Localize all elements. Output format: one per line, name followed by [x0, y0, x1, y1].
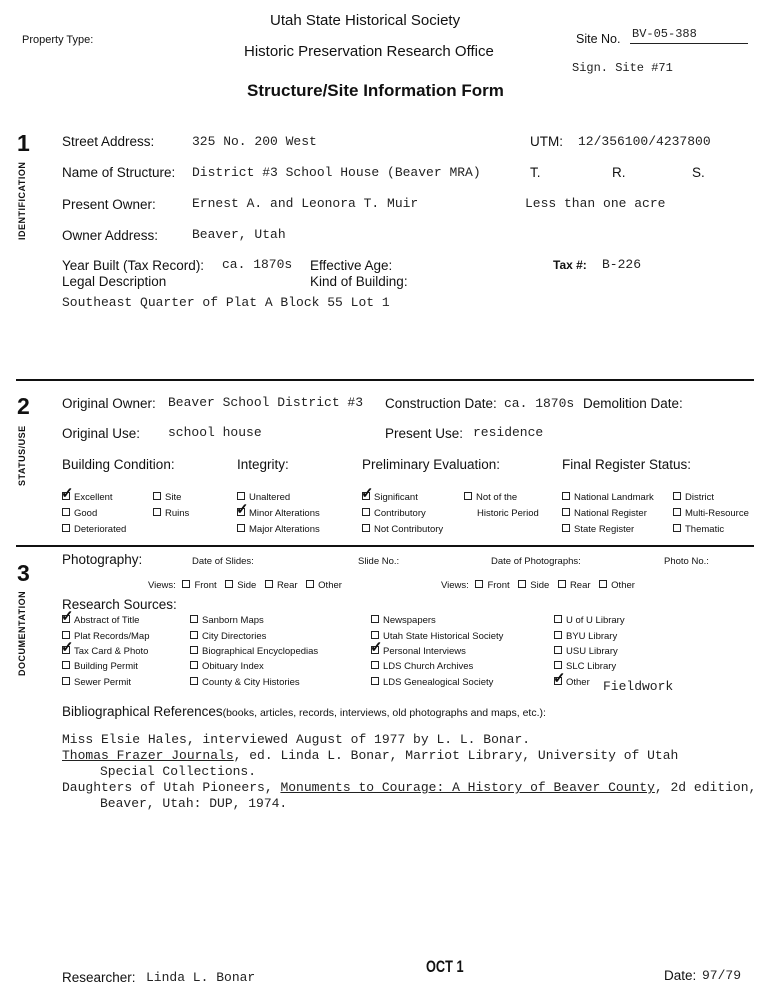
int-major-checkbox[interactable]	[237, 524, 320, 535]
society-name: Utah State Historical Society	[270, 12, 461, 29]
photography-label: Photography:	[62, 552, 143, 567]
section-divider-1	[16, 379, 754, 381]
rs-tax-checkbox[interactable]	[62, 646, 148, 657]
tax-label: Tax #:	[553, 258, 587, 272]
checkbox-icon	[673, 524, 681, 532]
rs-lds-archives-label: LDS Church Archives	[383, 661, 474, 672]
checkbox-icon	[153, 492, 161, 500]
checkbox-icon	[62, 524, 70, 532]
rs-uofu-label: U of U Library	[566, 615, 625, 626]
eval-not-of-period-checkbox[interactable]	[464, 492, 517, 503]
rs-abstract-label: Abstract of Title	[74, 615, 140, 626]
cond-ruins-checkbox[interactable]	[153, 508, 189, 519]
checkbox-icon	[190, 615, 198, 623]
rs-usu-checkbox[interactable]	[554, 646, 618, 657]
reg-national-landmark-label: National Landmark	[574, 492, 654, 503]
int-minor-label: Minor Alterations	[249, 508, 320, 519]
construction-date-value: ca. 1870s	[504, 396, 575, 411]
date-of-slides-label: Date of Slides:	[192, 556, 254, 567]
checkbox-checked-icon	[62, 646, 70, 654]
eval-contributory-checkbox[interactable]	[362, 508, 426, 519]
rs-city-dir-checkbox[interactable]	[190, 631, 266, 642]
checkbox-icon	[237, 524, 245, 532]
cond-ruins-label: Ruins	[165, 508, 190, 519]
building-condition-label: Building Condition:	[62, 457, 175, 472]
checkbox-icon	[554, 631, 562, 639]
kind-of-building-label: Kind of Building:	[310, 274, 408, 289]
township-label: T.	[530, 165, 541, 180]
rs-county-label: County & City Histories	[202, 677, 300, 688]
checkbox-checked-icon	[62, 492, 70, 500]
acreage-value: Less than one acre	[525, 196, 666, 211]
rs-plat-label: Plat Records/Map	[74, 631, 150, 642]
rs-usu-label: USU Library	[566, 646, 618, 657]
biblio-ref-3	[62, 780, 756, 795]
rs-obit-label: Obituary Index	[202, 661, 264, 672]
section-1-number: 1	[17, 130, 30, 156]
checkbox-icon	[62, 508, 70, 516]
rs-sewer-label: Sewer Permit	[74, 677, 132, 688]
researcher-value: Linda L. Bonar	[146, 970, 256, 985]
original-use-value: school house	[168, 425, 262, 440]
rs-sanborn-label: Sanborn Maps	[202, 615, 264, 626]
legal-description-label: Legal Description	[62, 274, 167, 289]
checkbox-icon	[464, 492, 472, 500]
checkbox-icon[interactable]	[518, 580, 526, 588]
rs-building-label: Building Permit	[74, 661, 138, 672]
view-other-label: Other	[611, 580, 635, 591]
final-register-label: Final Register Status:	[562, 457, 692, 472]
utm-value: 12/356100/4237800	[578, 134, 711, 149]
legal-description-value: Southeast Quarter of Plat A Block 55 Lot 1	[62, 295, 390, 310]
rs-sanborn-checkbox[interactable]	[190, 615, 264, 626]
ref-3-title: Monuments to Courage: A History of Beaver County	[280, 780, 655, 795]
slides-views	[148, 580, 342, 591]
checkbox-icon[interactable]	[306, 580, 314, 588]
checkbox-icon	[371, 677, 379, 685]
biblio-ref-3-cont: Beaver, Utah: DUP, 1974.	[100, 796, 288, 811]
view-side-label: Side	[530, 580, 550, 591]
rs-other-label: Other	[566, 677, 590, 688]
section-2-number: 2	[17, 393, 30, 419]
int-major-label: Major Alterations	[249, 524, 320, 535]
checkbox-icon[interactable]	[599, 580, 607, 588]
reg-thematic-checkbox[interactable]	[673, 524, 724, 535]
construction-date-label: Construction Date:	[385, 396, 497, 411]
checkbox-icon[interactable]	[265, 580, 273, 588]
site-no-value: BV-05-388	[632, 27, 697, 41]
checkbox-icon[interactable]	[182, 580, 190, 588]
checkbox-icon	[673, 508, 681, 516]
eval-significant-label: Significant	[374, 492, 418, 503]
rs-slc-label: SLC Library	[566, 661, 617, 672]
rs-building-checkbox[interactable]	[62, 661, 138, 672]
int-unaltered-label: Unaltered	[249, 492, 291, 503]
checkbox-icon	[554, 615, 562, 623]
checkbox-icon	[190, 646, 198, 654]
rs-other-value: Fieldwork	[603, 679, 674, 694]
photo-views	[441, 580, 635, 591]
checkbox-icon[interactable]	[558, 580, 566, 588]
reg-multi-resource-checkbox[interactable]	[673, 508, 749, 519]
year-built-value: ca. 1870s	[222, 257, 293, 272]
reg-national-register-label: National Register	[574, 508, 647, 519]
reg-thematic-label: Thematic	[685, 524, 725, 535]
owner-address-value: Beaver, Utah	[192, 227, 286, 242]
rs-byu-label: BYU Library	[566, 631, 618, 642]
checkbox-checked-icon	[62, 615, 70, 623]
original-owner-label: Original Owner:	[62, 396, 156, 411]
received-stamp: OCT 1	[426, 957, 464, 976]
research-sources-label: Research Sources:	[62, 597, 177, 612]
cond-deteriorated-checkbox[interactable]	[62, 524, 126, 535]
eval-not-of-the-label: Not of the	[476, 492, 518, 503]
rs-abstract-checkbox[interactable]	[62, 615, 139, 626]
reg-district-checkbox[interactable]	[673, 492, 714, 503]
rs-newspapers-checkbox[interactable]	[371, 615, 436, 626]
view-front-label: Front	[487, 580, 510, 591]
checkbox-icon	[62, 677, 70, 685]
biblio-ref-2-cont: Special Collections.	[100, 764, 257, 779]
reg-national-landmark-checkbox[interactable]	[562, 492, 654, 503]
ref-2-title: Thomas Frazer Journals	[62, 748, 234, 763]
rs-ushs-label: Utah State Historical Society	[383, 631, 504, 642]
preliminary-evaluation-label: Preliminary Evaluation:	[362, 457, 501, 472]
street-address-label: Street Address:	[62, 134, 155, 149]
int-minor-checkbox[interactable]	[237, 508, 320, 519]
checkbox-icon	[362, 524, 370, 532]
views-label: Views:	[441, 580, 469, 591]
present-use-label: Present Use:	[385, 426, 464, 441]
checkbox-icon	[673, 492, 681, 500]
section-3-number: 3	[17, 560, 30, 586]
section-2-side-label: STATUS/USE	[17, 425, 27, 486]
rs-obit-checkbox[interactable]	[190, 661, 264, 672]
view-other-label: Other	[318, 580, 342, 591]
rs-bio-label: Biographical Encyclopedias	[202, 646, 319, 657]
cond-excellent-label: Excellent	[74, 492, 113, 503]
eval-significant-checkbox[interactable]	[362, 492, 418, 503]
checkbox-icon	[562, 524, 570, 532]
biblio-heading	[62, 703, 546, 721]
checkbox-icon	[562, 508, 570, 516]
researcher-label: Researcher:	[62, 970, 136, 985]
checkbox-icon[interactable]	[225, 580, 233, 588]
property-type-label: Property Type:	[22, 34, 94, 46]
form-title: Structure/Site Information Form	[247, 81, 504, 100]
reg-multi-resource-label: Multi-Resource	[685, 508, 749, 519]
street-address-value: 325 No. 200 West	[192, 134, 317, 149]
reg-state-register-label: State Register	[574, 524, 635, 535]
view-side-label: Side	[237, 580, 257, 591]
reg-district-label: District	[685, 492, 715, 503]
rs-other-checkbox[interactable]	[554, 677, 590, 688]
checkbox-icon	[371, 661, 379, 669]
slide-no-label: Slide No.:	[358, 556, 400, 567]
checkbox-icon[interactable]	[475, 580, 483, 588]
rs-city-dir-label: City Directories	[202, 631, 267, 642]
checkbox-checked-icon	[237, 508, 245, 516]
biblio-hint: (books, articles, records, interviews, old photographs and maps, etc.):	[222, 707, 546, 719]
rs-tax-label: Tax Card & Photo	[74, 646, 149, 657]
cond-deteriorated-label: Deteriorated	[74, 524, 127, 535]
checkbox-icon	[190, 677, 198, 685]
checkbox-icon	[371, 615, 379, 623]
section-label: S.	[692, 165, 705, 180]
present-owner-label: Present Owner:	[62, 197, 156, 212]
tax-value: B-226	[602, 257, 642, 272]
checkbox-icon	[190, 661, 198, 669]
cond-good-checkbox[interactable]	[62, 508, 97, 519]
rs-personal-checkbox[interactable]	[371, 646, 466, 657]
structure-name-value: District #3 School House (Beaver MRA)	[192, 165, 481, 180]
section-3-side-label: DOCUMENTATION	[17, 590, 27, 676]
checkbox-checked-icon	[554, 677, 562, 685]
rs-sewer-checkbox[interactable]	[62, 677, 131, 688]
eval-contributory-label: Contributory	[374, 508, 426, 519]
ref-2-rest: , ed. Linda L. Bonar, Marriot Library, University of Utah	[233, 748, 679, 763]
office-name: Historic Preservation Research Office	[244, 43, 494, 60]
date-value: 97/79	[702, 968, 742, 983]
year-built-label: Year Built (Tax Record):	[62, 258, 205, 273]
rs-uofu-checkbox[interactable]	[554, 615, 625, 626]
biblio-ref-1: Miss Elsie Hales, interviewed August of 1977 by L. L. Bonar.	[62, 732, 531, 747]
checkbox-icon	[362, 508, 370, 516]
checkbox-checked-icon	[371, 646, 379, 654]
rs-county-checkbox[interactable]	[190, 677, 300, 688]
date-label: Date:	[664, 968, 697, 983]
biblio-ref-2	[62, 748, 678, 763]
checkbox-icon	[153, 508, 161, 516]
rs-byu-checkbox[interactable]	[554, 631, 617, 642]
rs-lds-gen-label: LDS Genealogical Society	[383, 677, 494, 688]
cond-good-label: Good	[74, 508, 98, 519]
checkbox-icon	[190, 631, 198, 639]
biblio-label: Bibliographical References	[62, 704, 223, 719]
checkbox-icon	[562, 492, 570, 500]
view-rear-label: Rear	[276, 580, 298, 591]
cond-excellent-checkbox[interactable]	[62, 492, 113, 503]
ref-3-rest: , 2d edition,	[654, 780, 757, 795]
view-rear-label: Rear	[569, 580, 591, 591]
checkbox-icon	[62, 661, 70, 669]
rs-bio-checkbox[interactable]	[190, 646, 318, 657]
section-divider-2	[16, 545, 754, 547]
cond-site-label: Site	[165, 492, 182, 503]
cond-site-checkbox[interactable]	[153, 492, 181, 503]
integrity-label: Integrity:	[237, 457, 289, 472]
site-no-underline	[630, 43, 748, 44]
reg-state-register-checkbox[interactable]	[562, 524, 634, 535]
present-owner-value: Ernest A. and Leonora T. Muir	[192, 196, 419, 211]
owner-address-label: Owner Address:	[62, 228, 159, 243]
original-use-label: Original Use:	[62, 426, 141, 441]
section-1-side-label: IDENTIFICATION	[17, 161, 27, 240]
eval-historic-period-label: Historic Period	[477, 508, 539, 519]
present-use-value: residence	[473, 425, 544, 440]
photo-no-label: Photo No.:	[664, 556, 709, 567]
checkbox-icon	[554, 661, 562, 669]
checkbox-icon	[237, 492, 245, 500]
effective-age-label: Effective Age:	[310, 258, 393, 273]
reg-national-register-checkbox[interactable]	[562, 508, 647, 519]
rs-lds-gen-checkbox[interactable]	[371, 677, 493, 688]
checkbox-icon	[554, 646, 562, 654]
checkbox-checked-icon	[362, 492, 370, 500]
date-of-photographs-label: Date of Photographs:	[491, 556, 581, 567]
sign-site: Sign. Site #71	[572, 61, 673, 75]
range-label: R.	[612, 165, 626, 180]
demolition-date-label: Demolition Date:	[583, 396, 683, 411]
eval-not-contributory-checkbox[interactable]	[362, 524, 443, 535]
structure-name-label: Name of Structure:	[62, 165, 176, 180]
view-front-label: Front	[194, 580, 217, 591]
rs-lds-archives-checkbox[interactable]	[371, 661, 473, 672]
rs-ushs-checkbox[interactable]	[371, 631, 503, 642]
rs-newspapers-label: Newspapers	[383, 615, 436, 626]
original-owner-value: Beaver School District #3	[168, 395, 364, 410]
eval-not-contributory-label: Not Contributory	[374, 524, 444, 535]
rs-personal-label: Personal Interviews	[383, 646, 466, 657]
ref-3-pre: Daughters of Utah Pioneers,	[62, 780, 281, 795]
site-no-label: Site No.	[576, 32, 621, 46]
rs-plat-checkbox[interactable]	[62, 631, 150, 642]
views-label: Views:	[148, 580, 176, 591]
utm-label: UTM:	[530, 134, 563, 149]
